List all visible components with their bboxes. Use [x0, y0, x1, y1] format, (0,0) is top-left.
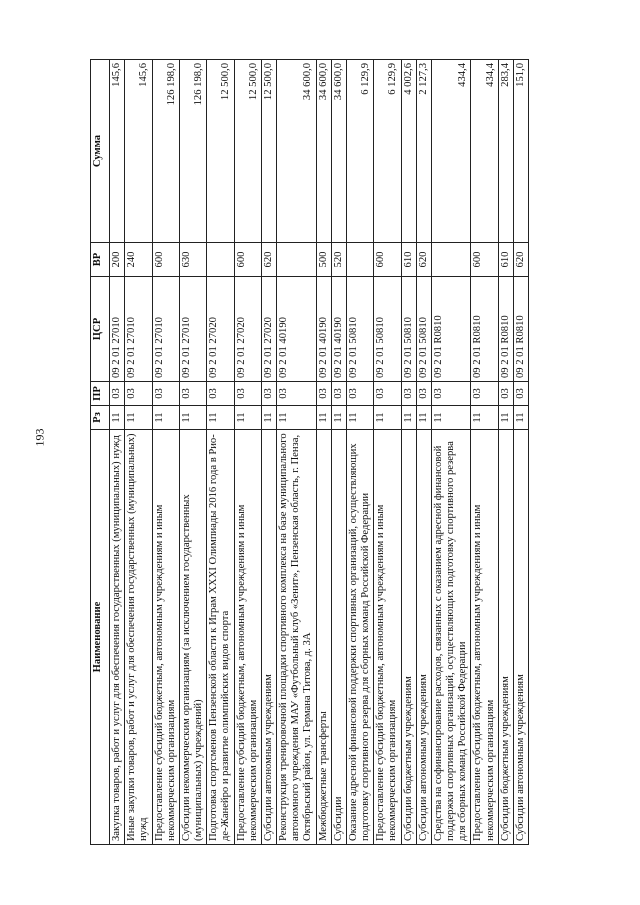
cell-sum: 6 129,9: [374, 60, 401, 243]
cell-sum: 126 198,0: [152, 60, 179, 243]
table-row: [416, 60, 431, 845]
cell-name: Реконструкция тренировочной площадки спортивного комплекса на базе муниципального автономного учреждения МАУ «Футбольный клуб «Зенит», Пензенская область, г. Пенза, Октябрьский район, ул. Германа Титова, д. 3А: [277, 430, 317, 845]
cell-name: Субсидии бюджетным учреждениям: [401, 430, 416, 845]
cell-sum: 34 600,0: [331, 60, 346, 243]
cell-csr: 09 2 01 40190: [331, 277, 346, 382]
cell-pr: 03: [234, 382, 261, 406]
table-row: [346, 60, 373, 845]
table-row: [179, 60, 206, 845]
cell-pr: 03: [513, 382, 528, 406]
cell-sum: 34 600,0: [316, 60, 331, 243]
cell-name: Субсидии автономным учреждениям: [261, 430, 276, 845]
cell-rz: 11: [316, 406, 331, 430]
cell-rz: 11: [152, 406, 179, 430]
cell-vr: 600: [374, 243, 401, 277]
cell-rz: 11: [416, 406, 431, 430]
cell-pr: 03: [179, 382, 206, 406]
cell-rz: 11: [471, 406, 498, 430]
cell-name: Подготовка спортсменов Пензенской области к Играм XXXI Олимпиады 2016 года в Рио-де-Жанейро и развитие олимпийских видов спорта: [207, 430, 234, 845]
table-row: [207, 60, 234, 845]
cell-csr: 09 2 01 27010: [110, 277, 125, 382]
cell-csr: 09 2 01 R0810: [431, 277, 471, 382]
cell-sum: 283,4: [498, 60, 513, 243]
cell-csr: 09 2 01 40190: [277, 277, 317, 382]
cell-vr: [431, 243, 471, 277]
cell-sum: 126 198,0: [179, 60, 206, 243]
cell-vr: [277, 243, 317, 277]
cell-vr: 620: [261, 243, 276, 277]
cell-vr: [207, 243, 234, 277]
cell-sum: 6 129,9: [346, 60, 373, 243]
cell-csr: 09 2 01 27010: [125, 277, 152, 382]
cell-sum: 12 500,0: [261, 60, 276, 243]
cell-pr: 03: [207, 382, 234, 406]
cell-csr: 09 2 01 27020: [234, 277, 261, 382]
cell-name: Средства на софинансирование расходов, связанных с оказанием адресной финансовой поддержки спортивных организаций, осуществляющих подготовку спортивного резерва для сборных команд Российской Федерации: [431, 430, 471, 845]
cell-name: Субсидии бюджетным учреждениям: [498, 430, 513, 845]
cell-pr: 03: [110, 382, 125, 406]
header-sum: Сумма: [91, 60, 110, 243]
cell-name: Субсидии некоммерческим организациям (за исключением государственных (муниципальных) учреждений): [179, 430, 206, 845]
cell-sum: 434,4: [431, 60, 471, 243]
cell-name: Закупка товаров, работ и услуг для обеспечения государственных (муниципальных) нужд: [110, 430, 125, 845]
cell-rz: 11: [277, 406, 317, 430]
cell-vr: 620: [513, 243, 528, 277]
table-row: [152, 60, 179, 845]
cell-pr: 03: [125, 382, 152, 406]
table-body: [110, 60, 529, 845]
cell-csr: 09 2 01 50810: [374, 277, 401, 382]
cell-csr: 09 2 01 27020: [207, 277, 234, 382]
cell-name: Предоставление субсидий бюджетным, автономным учреждениям и иным некоммерческим организациям: [374, 430, 401, 845]
cell-pr: 03: [261, 382, 276, 406]
cell-vr: 500: [316, 243, 331, 277]
cell-pr: 03: [401, 382, 416, 406]
cell-csr: 09 2 01 R0810: [471, 277, 498, 382]
cell-sum: 12 500,0: [207, 60, 234, 243]
cell-rz: 11: [374, 406, 401, 430]
budget-table: [90, 59, 529, 845]
cell-pr: 03: [316, 382, 331, 406]
table-header-row: [91, 60, 110, 845]
table-row: [431, 60, 471, 845]
cell-sum: 4 002,6: [401, 60, 416, 243]
table-row: [125, 60, 152, 845]
cell-name: Оказание адресной финансовой поддержки спортивных организаций, осуществляющих подготовку спортивного резерва для сборных команд Российской Федерации: [346, 430, 373, 845]
cell-name: Предоставление субсидий бюджетным, автономным учреждениям и иным некоммерческим организациям: [152, 430, 179, 845]
table-row: [331, 60, 346, 845]
cell-csr: 09 2 01 27010: [152, 277, 179, 382]
cell-vr: 620: [416, 243, 431, 277]
cell-pr: 03: [471, 382, 498, 406]
page-number: 193: [32, 428, 47, 447]
cell-pr: 03: [416, 382, 431, 406]
cell-sum: 145,6: [110, 60, 125, 243]
table-row: [261, 60, 276, 845]
cell-vr: [346, 243, 373, 277]
cell-rz: 11: [234, 406, 261, 430]
cell-csr: 09 2 01 50810: [401, 277, 416, 382]
cell-csr: 09 2 01 R0810: [513, 277, 528, 382]
cell-vr: 600: [152, 243, 179, 277]
cell-pr: 03: [346, 382, 373, 406]
cell-sum: 145,6: [125, 60, 152, 243]
header-name: Наименование: [91, 430, 110, 845]
cell-csr: 09 2 01 27020: [261, 277, 276, 382]
cell-csr: 09 2 01 40190: [316, 277, 331, 382]
cell-vr: 630: [179, 243, 206, 277]
header-pr: ПР: [91, 382, 110, 406]
cell-rz: 11: [498, 406, 513, 430]
cell-name: Субсидии автономным учреждениям: [416, 430, 431, 845]
cell-vr: 600: [234, 243, 261, 277]
cell-rz: 11: [513, 406, 528, 430]
rotated-page-area: [90, 60, 555, 845]
cell-rz: 11: [125, 406, 152, 430]
cell-vr: 520: [331, 243, 346, 277]
table-row: [316, 60, 331, 845]
cell-sum: 12 500,0: [234, 60, 261, 243]
cell-rz: 11: [331, 406, 346, 430]
cell-rz: 11: [110, 406, 125, 430]
cell-csr: 09 2 01 50810: [346, 277, 373, 382]
rotated-content: [90, 60, 555, 845]
cell-rz: 11: [207, 406, 234, 430]
table-row: [471, 60, 498, 845]
cell-name: Иные закупки товаров, работ и услуг для обеспечения государственных (муниципальных) нужд: [125, 430, 152, 845]
table-row: [513, 60, 528, 845]
cell-vr: 610: [498, 243, 513, 277]
cell-vr: 200: [110, 243, 125, 277]
cell-sum: 151,0: [513, 60, 528, 243]
header-csr: ЦСР: [91, 277, 110, 382]
cell-sum: 34 600,0: [277, 60, 317, 243]
table-row: [498, 60, 513, 845]
table-row: [277, 60, 317, 845]
cell-rz: 11: [346, 406, 373, 430]
table-row: [234, 60, 261, 845]
cell-rz: 11: [179, 406, 206, 430]
header-rz: Рз: [91, 406, 110, 430]
table-row: [374, 60, 401, 845]
cell-vr: 610: [401, 243, 416, 277]
cell-rz: 11: [401, 406, 416, 430]
header-vr: ВР: [91, 243, 110, 277]
cell-pr: 03: [498, 382, 513, 406]
cell-pr: 03: [277, 382, 317, 406]
cell-rz: 11: [261, 406, 276, 430]
cell-csr: 09 2 01 R0810: [498, 277, 513, 382]
cell-vr: 600: [471, 243, 498, 277]
cell-pr: 03: [152, 382, 179, 406]
cell-name: Субсидии автономным учреждениям: [513, 430, 528, 845]
cell-csr: 09 2 01 50810: [416, 277, 431, 382]
cell-name: Предоставление субсидий бюджетным, автономным учреждениям и иным некоммерческим организациям: [234, 430, 261, 845]
cell-csr: 09 2 01 27010: [179, 277, 206, 382]
cell-sum: 2 127,3: [416, 60, 431, 243]
cell-pr: 03: [431, 382, 471, 406]
cell-rz: 11: [431, 406, 471, 430]
cell-sum: 434,4: [471, 60, 498, 243]
cell-pr: 03: [374, 382, 401, 406]
table-row: [110, 60, 125, 845]
cell-vr: 240: [125, 243, 152, 277]
cell-name: Межбюджетные трансферты: [316, 430, 331, 845]
table-row: [401, 60, 416, 845]
cell-name: Субсидии: [331, 430, 346, 845]
cell-name: Предоставление субсидий бюджетным, автономным учреждениям и иным некоммерческим организациям: [471, 430, 498, 845]
cell-pr: 03: [331, 382, 346, 406]
